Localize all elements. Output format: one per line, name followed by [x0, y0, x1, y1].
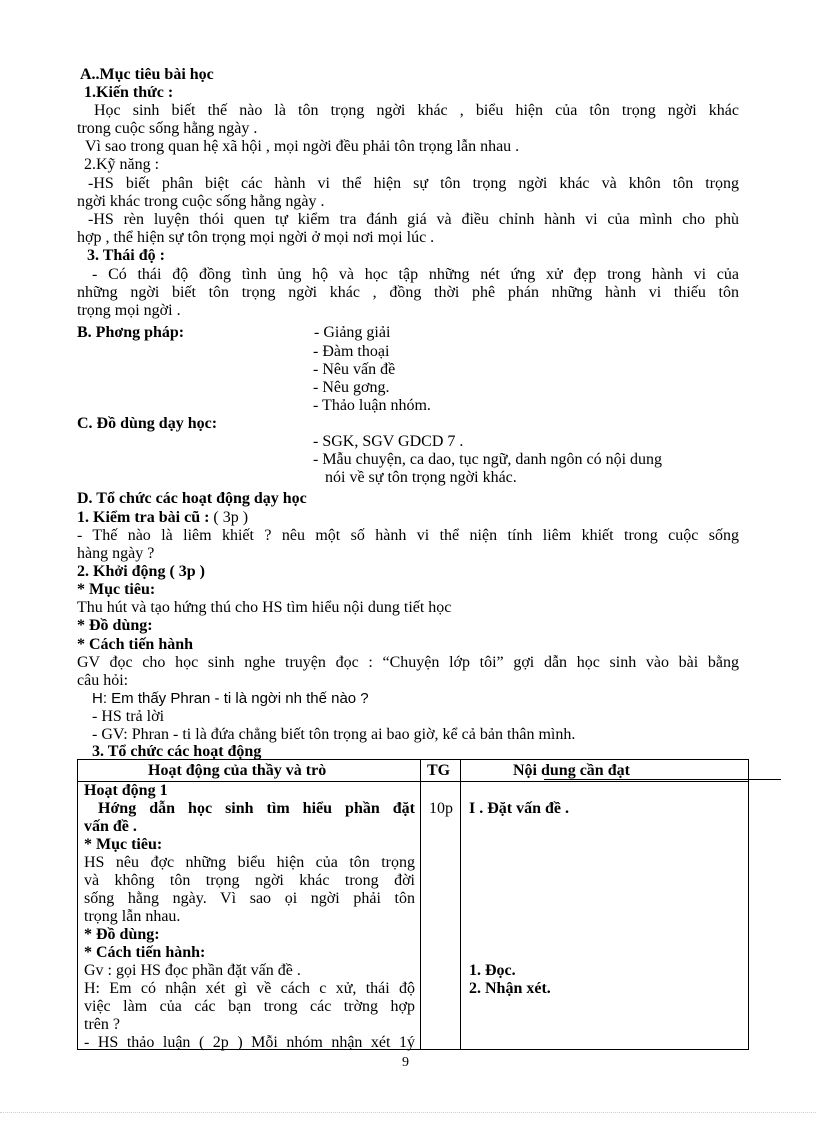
- skills-line-3: -HS rèn luyện thói quen tự kiểm tra đánh giá và điều chỉnh hành vi của mình cho phù: [88, 211, 739, 228]
- table-header-time: TG: [427, 762, 451, 779]
- footer-divider: [0, 1112, 816, 1113]
- method-item-3: - Nêu vấn đề: [313, 361, 396, 378]
- skills-line-1: -HS biết phân biệt các hành vi thể hiện sự tôn trọng ngời khác và khôn tôn trọng: [88, 175, 739, 192]
- check-title: 1. Kiểm tra bài cũ :: [77, 509, 210, 526]
- skills-line-2: ngời khác trong cuộc sống hằng ngày .: [77, 193, 325, 210]
- activity-method-5: - HS thảo luận ( 2p ) Mỗi nhóm nhận xét 1ý: [84, 1034, 415, 1051]
- attitude-line-1: - Có thái độ đồng tình ủng hộ và học tập những nét ứng xử đẹp trong hành vi của: [92, 266, 739, 283]
- org-title: 3. Tổ chức các hoạt động: [92, 743, 262, 760]
- page-number: 9: [402, 1055, 409, 1070]
- activity-goal-3: sống hằng ngày. Vì sao ọi ngời phải tôn: [84, 890, 415, 907]
- section-a-title: A..Mục tiêu bài học: [80, 66, 214, 83]
- activity-goal-4: trọng lẫn nhau.: [84, 908, 181, 925]
- section-c-title: C. Đồ dùng dạy học:: [77, 415, 218, 432]
- attitude-line-2: những ngời biết tôn trọng ngời khác , đồng thời phê phán những hành vi thiếu tôn: [77, 284, 739, 301]
- warmup-method-title: * Cách tiến hành: [77, 636, 194, 653]
- knowledge-line-2: trong cuộc sống hằng ngày .: [77, 120, 258, 137]
- activity-heading-1: Hớng dẫn học sinh tìm hiểu phần đặt: [98, 800, 415, 817]
- activity-time: 10p: [429, 800, 453, 817]
- activity-method-4: trên ?: [84, 1016, 120, 1033]
- table-header-activity: Hoạt động của thầy và trò: [148, 762, 327, 779]
- material-item-2-line-1: - Mẫu chuyện, ca dao, tục ngữ, danh ngôn có nội dung: [313, 451, 663, 468]
- table-header-content: Nội dung cần đạt: [513, 762, 630, 779]
- check-line-1: - Thế nào là liêm khiết ? nêu một số hành vi thể niện tính liêm khiết trong cuộc sống: [77, 527, 739, 544]
- knowledge-title: 1.Kiến thức :: [84, 84, 174, 101]
- content-item-3: 2. Nhận xét.: [469, 980, 551, 997]
- table-header-divider: [78, 781, 748, 782]
- material-item-2-line-2: nói về sự tôn trọng ngời khác.: [325, 469, 517, 486]
- attitude-line-3: trọng mọi ngời .: [77, 302, 181, 319]
- warmup-goal-title: * Mục tiêu:: [77, 581, 156, 598]
- table-col-divider-2: [460, 760, 461, 1049]
- activity-table: [77, 759, 749, 1050]
- attitude-title: 3. Thái độ :: [87, 247, 165, 264]
- content-item-2: 1. Đọc.: [469, 962, 516, 979]
- content-item-1: I . Đặt vấn đề .: [469, 800, 570, 817]
- skills-title: 2.Kỹ năng :: [84, 156, 160, 173]
- answer-line: - HS trả lời: [92, 708, 165, 725]
- warmup-title: 2. Khởi động ( 3p ): [77, 563, 205, 580]
- skills-line-4: hợp , thể hiện sự tôn trọng mọi ngời ở mọi nơi mọi lúc .: [77, 229, 435, 246]
- knowledge-line-3: Vì sao trong quan hệ xã hội , mọi ngời đều phải tôn trọng lẫn nhau .: [85, 138, 520, 155]
- activity-label: Hoạt động 1: [84, 782, 168, 799]
- knowledge-line-1: Học sinh biết thế nào là tôn trọng ngời khác , biểu hiện của tôn trọng ngời khác: [94, 102, 739, 119]
- method-item-5: - Thảo luận nhóm.: [313, 397, 431, 414]
- activity-method-2: H: Em có nhận xét gì về cách c xử, thái độ: [84, 980, 415, 997]
- activity-heading-2: vấn đề .: [84, 818, 137, 835]
- method-item-4: - Nêu gơng.: [313, 379, 390, 396]
- section-b-title: B. Phơng pháp:: [77, 324, 185, 341]
- warmup-method-line-2: câu hỏi:: [77, 672, 129, 689]
- table-col-divider-1: [420, 760, 421, 1049]
- activity-tools-title: * Đồ dùng:: [84, 926, 160, 943]
- activity-method-1: Gv : gọi HS đọc phần đặt vấn đề .: [84, 962, 301, 979]
- activity-goal-title: * Mục tiêu:: [84, 836, 163, 853]
- activity-goal-1: HS nêu đợc những biểu hiện của tôn trọng: [84, 854, 415, 871]
- warmup-method-line-1: GV đọc cho học sinh nghe truyện đọc : “Chuyện lớp tôi” gợi dẫn học sinh vào bài bằng: [77, 654, 739, 671]
- method-item-2: - Đàm thoại: [313, 343, 390, 360]
- check-time: ( 3p ): [209, 509, 249, 526]
- teacher-line: - GV: Phran - ti là đứa chẳng biết tôn trọng ai bao giờ, kể cả bản thân mình.: [92, 726, 576, 743]
- method-item-1: - Giảng giải: [314, 324, 391, 341]
- activity-method-3: việc làm của các bạn trong các trờng hợp: [84, 998, 415, 1015]
- warmup-tools-title: * Đồ dùng:: [77, 617, 153, 634]
- section-d-title: D. Tổ chức các hoạt động dạy học: [77, 490, 307, 507]
- check-line-2: hàng ngày ?: [77, 545, 155, 562]
- activity-method-title: * Cách tiến hành:: [84, 944, 206, 961]
- question-line: H: Em thấy Phran - ti là ngời nh thế nào ?: [92, 690, 369, 707]
- material-item-1: - SGK, SGV GDCD 7 .: [313, 433, 464, 450]
- warmup-goal-text: Thu hút và tạo hứng thú cho HS tìm hiểu nội dung tiết học: [77, 599, 452, 616]
- activity-goal-2: và không tôn trọng ngời khác trong đời: [84, 872, 415, 889]
- check-title-row: [77, 509, 248, 527]
